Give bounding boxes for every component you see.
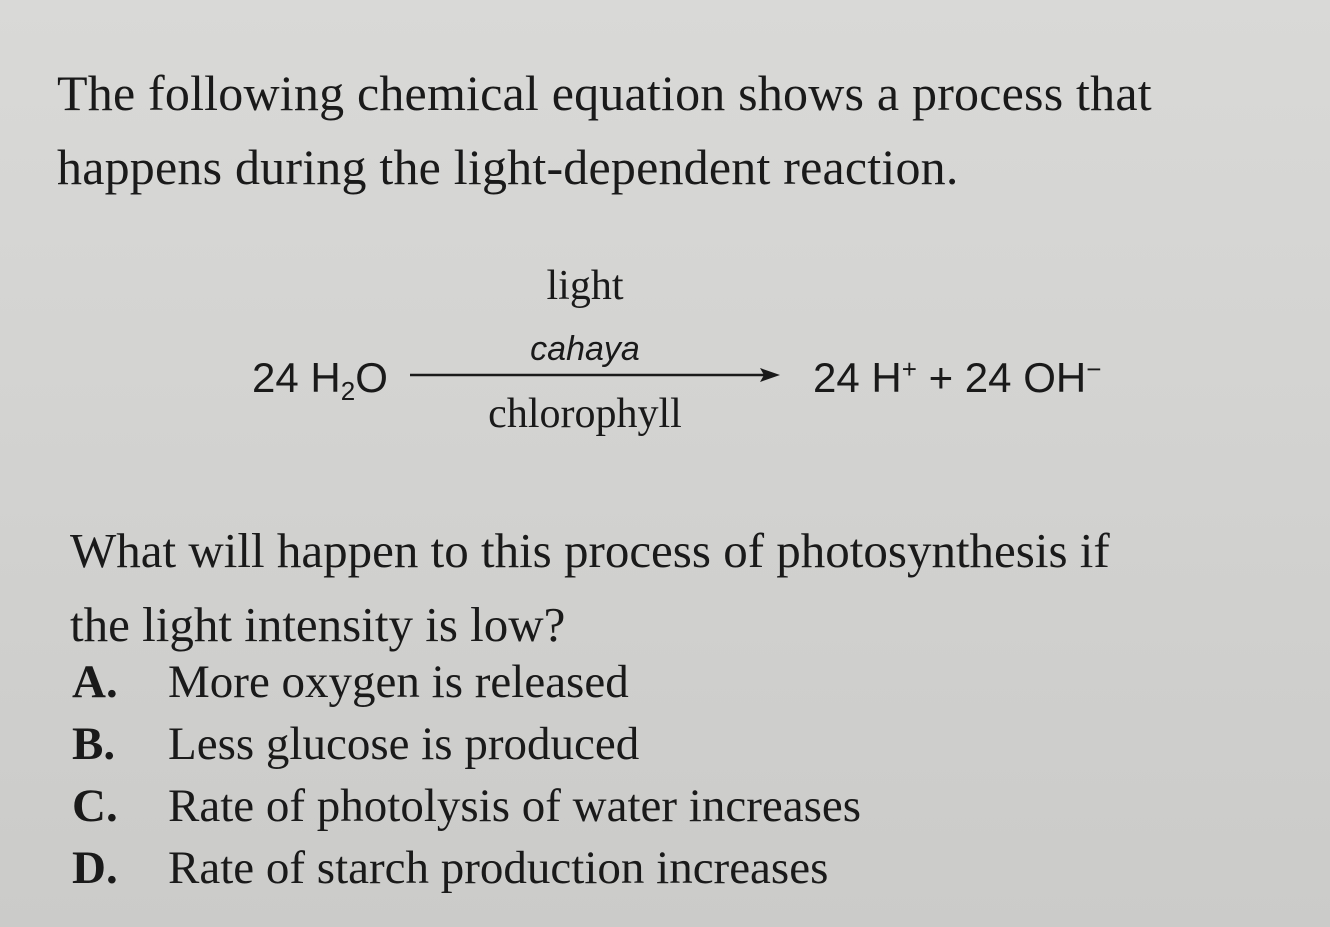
question-line-1: What will happen to this process of photosynthesis if bbox=[70, 523, 1110, 578]
option-b-text: Less glucose is produced bbox=[168, 718, 640, 770]
condition-cahaya: cahaya bbox=[530, 330, 640, 368]
product2-symbol: OH bbox=[1023, 354, 1087, 401]
option-d[interactable] bbox=[72, 838, 861, 900]
reactant-hydrogen: H bbox=[310, 354, 341, 401]
option-b-letter: B. bbox=[72, 718, 116, 770]
question-text bbox=[70, 514, 1320, 662]
chemical-equation bbox=[0, 0, 1330, 460]
option-c-text: Rate of photolysis of water increases bbox=[168, 780, 862, 832]
plus-sign: + bbox=[928, 354, 954, 401]
condition-chlorophyll: chlorophyll bbox=[488, 391, 682, 437]
option-a[interactable] bbox=[72, 652, 861, 714]
products bbox=[813, 354, 1101, 402]
answer-options bbox=[72, 652, 861, 900]
product2-coefficient: 24 bbox=[964, 354, 1012, 401]
option-b[interactable] bbox=[72, 714, 861, 776]
condition-light: light bbox=[546, 263, 624, 309]
option-c[interactable] bbox=[72, 776, 861, 838]
reactant-oxygen: O bbox=[355, 354, 388, 401]
option-d-text: Rate of starch production increases bbox=[168, 842, 829, 894]
option-d-letter: D. bbox=[72, 842, 118, 894]
reaction-arrow-icon bbox=[410, 365, 780, 385]
intro-line-1: The following chemical equation shows a process that bbox=[57, 65, 1152, 121]
option-c-letter: C. bbox=[72, 780, 118, 832]
reactant-coefficient: 24 bbox=[252, 354, 299, 401]
question-line-2: the light intensity is low? bbox=[70, 597, 566, 652]
product2-charge: − bbox=[1086, 354, 1102, 384]
intro-line-2: happens during the light-dependent reaction. bbox=[57, 139, 959, 195]
option-a-text: More oxygen is released bbox=[168, 656, 629, 708]
option-a-letter: A. bbox=[72, 656, 118, 708]
product1-symbol: H bbox=[871, 354, 902, 401]
reactant-water bbox=[252, 354, 388, 407]
product1-charge: + bbox=[901, 354, 917, 384]
product1-coefficient: 24 bbox=[813, 354, 860, 401]
reactant-subscript: 2 bbox=[340, 376, 356, 406]
